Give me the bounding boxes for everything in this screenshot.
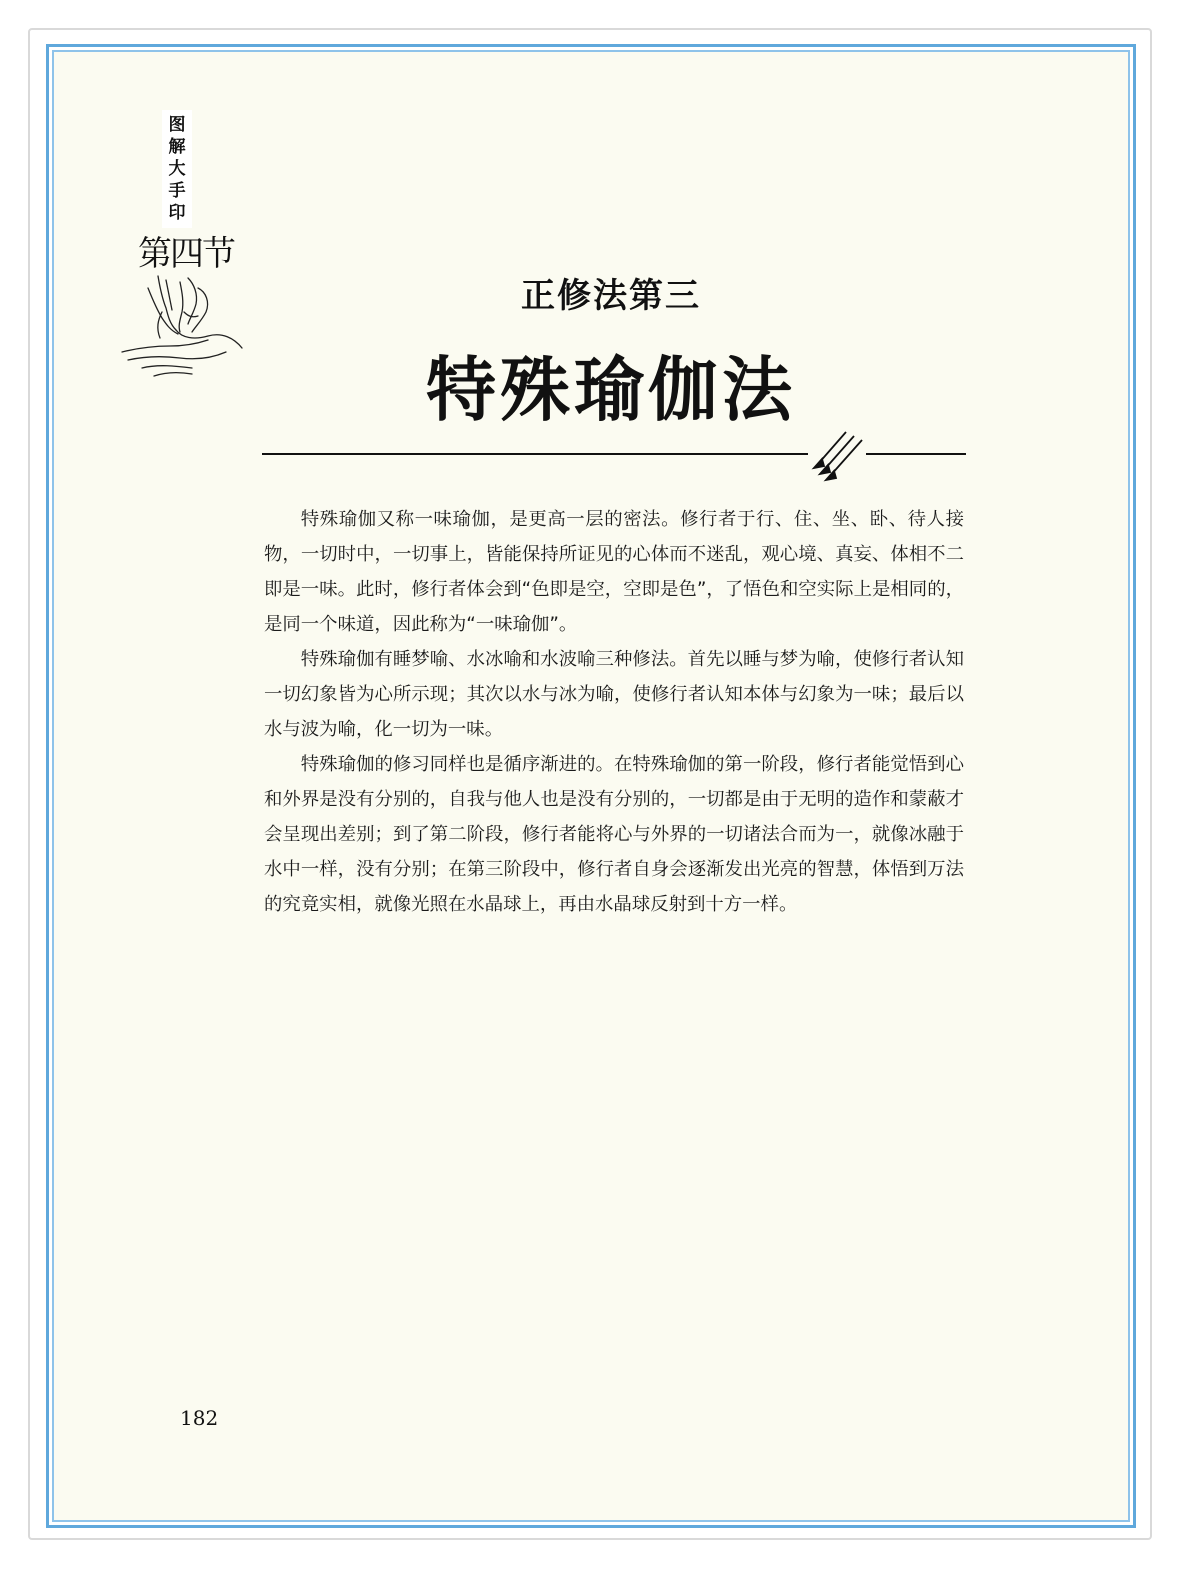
paragraph: 特殊瑜伽有睡梦喻、水冰喻和水波喻三种修法。首先以睡与梦为喻，使修行者认知一切幻象皆为心所示现；其次以水与冰为喻，使修行者认知本体与幻象为一味；最后以水与波为喻，化一切为一味。 [264,649,964,740]
section-label: 第四节 [138,234,234,274]
section-subtitle: 正修法第三 [521,276,701,316]
book-title-char: 印 [168,203,186,223]
page-title: 特殊瑜伽法 [426,349,796,431]
article-body [264,502,964,922]
paragraph: 特殊瑜伽的修习同样也是循序渐进的。在特殊瑜伽的第一阶段，修行者能觉悟到心和外界是没有分别的，自我与他人也是没有分别的，一切都是由于无明的造作和蒙蔽才会呈现出差别；到了第二阶段，修行者能将心与外界的一切诸法合而为一，就像冰融于水中一样，没有分别；在第三阶段中，修行者自身会逐渐发出光亮的智慧，体悟到万法的究竟实相，就像光照在水晶球上，再由水晶球反射到十方一样。 [264,754,964,915]
title-divider-arrows [262,428,966,484]
paragraph: 特殊瑜伽又称一味瑜伽，是更高一层的密法。修行者于行、住、坐、卧、待人接物，一切时中，一切事上，皆能保持所证见的心体而不迷乱，观心境、真妄、体相不二即是一味。此时，修行者体会到“色即是空，空即是色”，了悟色和空实际上是相同的，是同一个味道，因此称为“一味瑜伽”。 [264,509,964,635]
book-title-vertical [162,110,192,228]
book-title-char: 图 [168,115,186,135]
page-number: 182 [180,1406,219,1430]
book-title-char: 解 [168,137,186,157]
book-title-char: 大 [168,159,186,179]
book-title-char: 手 [168,181,186,201]
